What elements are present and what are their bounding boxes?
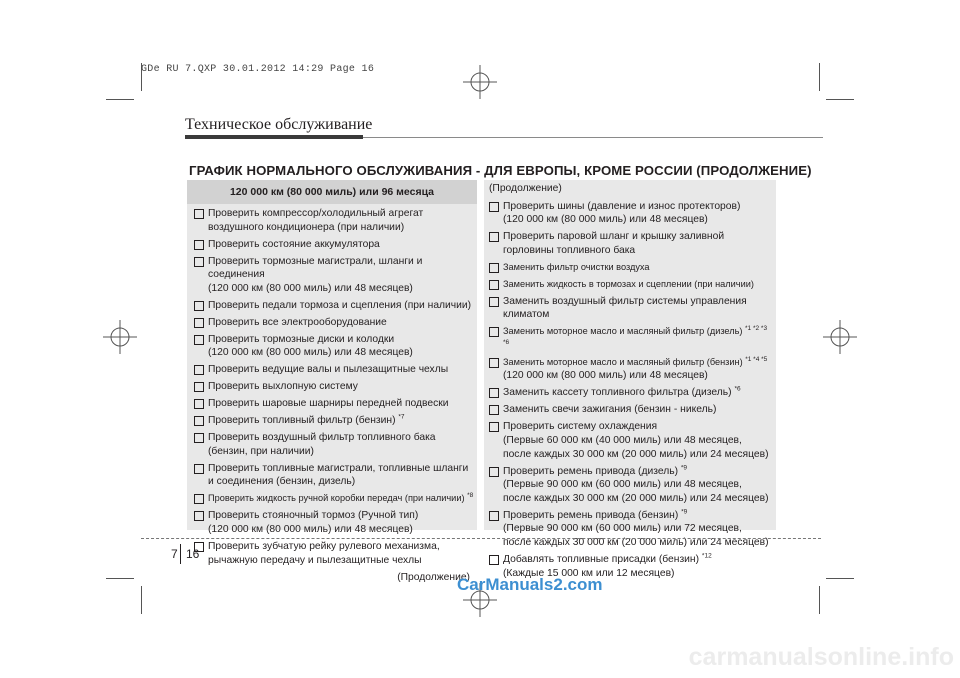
checklist-item [194, 509, 474, 536]
checkbox-icon [489, 202, 499, 212]
item-text: (бензин, при наличии) [208, 445, 314, 457]
item-text: Заменить жидкость в тормозах и сцеплении (при наличии) [503, 278, 754, 289]
section-title: Техническое обслуживание [185, 116, 373, 133]
checkbox-icon [194, 318, 204, 328]
crop-mark [826, 99, 854, 100]
checklist-item [194, 462, 474, 489]
checkbox-icon [489, 327, 499, 337]
checklist-item [489, 509, 774, 550]
crop-mark [141, 586, 142, 614]
page-number: 16 [186, 547, 200, 561]
checkbox-icon [194, 494, 204, 504]
item-text: воздушного кондиционера (при наличии) [208, 221, 405, 233]
item-text: (Каждые 15 000 км или 12 месяцев) [503, 567, 675, 579]
footnote-ref: *8 [467, 492, 474, 500]
footnote-ref: *9 [680, 464, 688, 472]
item-text: Заменить моторное масло и масляный фильтр (дизель) [503, 326, 743, 337]
item-text: (Первые 90 000 км (60 000 миль) или 72 месяцев, [503, 523, 742, 535]
item-text: после каждых 30 000 км (20 000 миль) или 24 месяцев) [503, 536, 769, 548]
checkbox-icon [194, 301, 204, 311]
checklist-item [489, 356, 774, 383]
crop-mark [819, 63, 820, 91]
checklist-item [489, 403, 774, 417]
checklist-item [489, 295, 774, 322]
item-text: Проверить воздушный фильтр топливного бака [208, 432, 436, 444]
checkbox-icon [194, 511, 204, 521]
registration-mark-icon [103, 320, 137, 354]
checklist-item [194, 431, 474, 458]
checklist-item [489, 325, 774, 352]
footnote-ref: *6 [734, 386, 741, 394]
checklist-item [489, 278, 774, 292]
crop-mark [106, 578, 134, 579]
checkbox-icon [194, 365, 204, 375]
item-text: Проверить шаровые шарниры передней подвески [208, 398, 449, 410]
item-text: горловины топливного бака [503, 244, 636, 256]
left-box-header: 120 000 км (80 000 миль) или 96 месяца [187, 180, 477, 204]
item-text: Проверить тормозные магистрали, шланги и соединения [208, 255, 423, 281]
item-text: Заменить моторное масло и масляный фильтр (бензин) [503, 356, 743, 367]
checklist-item [194, 333, 474, 360]
continued-label: (Продолжение) [489, 183, 562, 194]
item-text: и соединения (бензин, дизель) [208, 476, 356, 488]
item-text: (120 000 км (80 000 миль) или 48 месяцев) [208, 347, 413, 359]
item-text: Проверить жидкость ручной коробки передач (при наличии) [208, 493, 465, 504]
item-text: Заменить фильтр очистки воздуха [503, 261, 650, 272]
item-text: (120 000 км (80 000 миль) или 48 месяцев) [503, 214, 708, 226]
footnote-ref: *12 [701, 552, 712, 560]
item-text: Заменить свечи зажигания (бензин - никель) [503, 404, 717, 416]
item-text: Заменить воздушный фильтр системы управления [503, 295, 747, 307]
watermark-footer[interactable]: carmanualsonline.info [688, 643, 954, 671]
checkbox-icon [194, 416, 204, 426]
item-text: Проверить состояние аккумулятора [208, 238, 380, 250]
checklist-item [489, 420, 774, 461]
item-text: климатом [503, 309, 550, 321]
checklist-item [194, 414, 474, 428]
watermark-carmanuals[interactable]: CarManuals2.com [457, 575, 603, 594]
checkbox-icon [194, 257, 204, 267]
crop-mark [106, 99, 134, 100]
item-text: Проверить тормозные диски и колодки [208, 333, 395, 345]
checkbox-icon [489, 511, 499, 521]
checkbox-icon [194, 209, 204, 219]
item-text: (Первые 60 000 км (40 000 миль) или 48 месяцев, [503, 435, 742, 447]
item-text: Проверить паровой шланг и крышку заливной [503, 231, 725, 243]
checkbox-icon [489, 555, 499, 565]
checkbox-icon [194, 433, 204, 443]
checklist-item [489, 200, 774, 227]
item-text: Проверить топливные магистрали, топливные шланги [208, 462, 469, 474]
footnote-ref: *1 *4 *5 [745, 355, 768, 363]
title-rule [363, 137, 823, 138]
item-text: рычажную передачу и пылезащитные чехлы [208, 554, 422, 566]
registration-mark-icon [463, 65, 497, 99]
item-text: Проверить шины (давление и износ протекторов) [503, 200, 741, 212]
crop-mark [819, 586, 820, 614]
title-underline [185, 135, 363, 139]
continued-label: (Продолжение) [397, 571, 470, 583]
main-heading: ГРАФИК НОРМАЛЬНОГО ОБСЛУЖИВАНИЯ - ДЛЯ ЕВРОПЫ, КРОМЕ РОССИИ (ПРОДОЛЖЕНИЕ) [189, 163, 812, 178]
checklist-item [194, 380, 474, 394]
checkbox-icon [489, 358, 499, 368]
footer-rule [141, 538, 821, 539]
item-text: после каждых 30 000 км (20 000 миль) или 24 месяцев) [503, 448, 769, 460]
checklist-item [489, 230, 774, 257]
item-text: Проверить топливный фильтр (бензин) [208, 415, 396, 427]
checkbox-icon [194, 399, 204, 409]
left-column [194, 207, 474, 584]
checkbox-icon [194, 382, 204, 392]
item-text: после каждых 30 000 км (20 000 миль) или 24 месяцев) [503, 492, 769, 504]
item-text: Проверить все электрооборудование [208, 316, 387, 328]
checklist-item [194, 299, 474, 313]
checkbox-icon [194, 240, 204, 250]
checklist-item [194, 255, 474, 296]
checkbox-icon [194, 335, 204, 345]
item-text: Проверить стояночный тормоз (Ручной тип) [208, 510, 419, 522]
footnote-ref: *1 *2 *3 *6 [503, 325, 768, 346]
checkbox-icon [489, 388, 499, 398]
item-text: (120 000 км (80 000 миль) или 48 месяцев) [503, 370, 708, 382]
checkbox-icon [489, 405, 499, 415]
item-text: Проверить зубчатую рейку рулевого механизма, [208, 540, 440, 552]
checklist-item [194, 363, 474, 377]
item-text: Проверить систему охлаждения [503, 421, 658, 433]
page-separator [180, 544, 181, 564]
checklist-item [489, 261, 774, 275]
item-text: Проверить компрессор/холодильный агрегат [208, 208, 424, 219]
footnote-ref: *9 [681, 508, 688, 516]
checkbox-icon [489, 297, 499, 307]
checkbox-icon [489, 280, 499, 290]
checklist-item [489, 386, 774, 400]
checklist-item [194, 207, 474, 234]
registration-mark-icon [823, 320, 857, 354]
page-chapter: 7 [171, 547, 178, 561]
checklist-item [489, 465, 774, 506]
item-text: Заменить кассету топливного фильтра (дизель) [503, 387, 732, 399]
print-slug: GDe RU 7.QXP 30.01.2012 14:29 Page 16 [141, 64, 375, 75]
item-text: Проверить ремень привода (дизель) [503, 465, 679, 477]
checkbox-icon [489, 422, 499, 432]
item-text: Проверить педали тормоза и сцепления (при наличии) [208, 299, 472, 311]
item-text: Добавлять топливные присадки (бензин) [503, 553, 700, 565]
checkbox-icon [489, 232, 499, 242]
checkbox-icon [489, 263, 499, 273]
checklist-item [194, 540, 474, 567]
item-text: (Первые 90 000 км (60 000 миль) или 48 месяцев, [503, 479, 742, 491]
right-column [489, 182, 774, 584]
checklist-item [194, 316, 474, 330]
item-text: Проверить ведущие валы и пылезащитные чехлы [208, 364, 449, 376]
item-text: (120 000 км (80 000 миль) или 48 месяцев) [208, 282, 413, 294]
item-text: Проверить ремень привода (бензин) [503, 509, 679, 521]
checklist-item [194, 492, 474, 506]
crop-mark [826, 578, 854, 579]
checklist-item [194, 397, 474, 411]
checkbox-icon [489, 467, 499, 477]
checkbox-icon [194, 464, 204, 474]
item-text: (120 000 км (80 000 миль) или 48 месяцев) [208, 523, 413, 535]
checklist-item [194, 238, 474, 252]
footnote-ref: *7 [398, 413, 405, 421]
item-text: Проверить выхлопную систему [208, 381, 358, 393]
